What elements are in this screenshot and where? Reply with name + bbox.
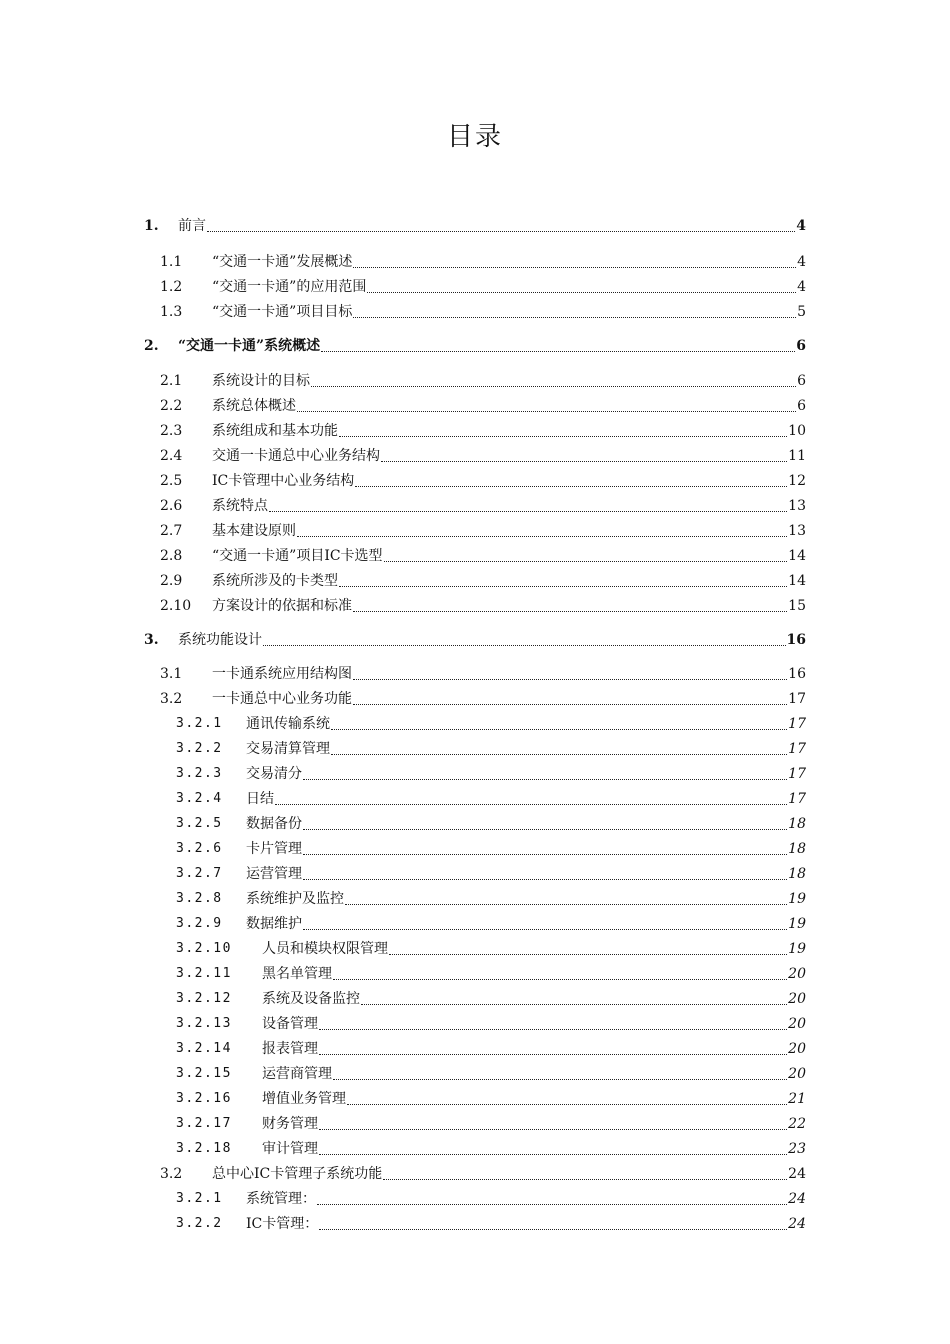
toc-entry-page: 19 (788, 941, 806, 957)
toc-entry-label: “交通一卡通”系统概述 (178, 338, 321, 354)
toc-entry-number: 2.3 (160, 423, 183, 439)
toc-entry-label: 基本建设原则 (212, 523, 296, 539)
dot-leader (384, 560, 788, 562)
dot-leader (353, 266, 796, 268)
toc-entry[interactable] (176, 836, 806, 858)
toc-entry-number: 3.2.6 (176, 841, 223, 856)
dot-leader (303, 928, 787, 930)
toc-entry-label: “交通一卡通”项目IC卡选型 (212, 548, 383, 564)
toc-entry[interactable] (160, 299, 806, 321)
toc-entry-page: 17 (788, 691, 806, 707)
toc-entry[interactable] (176, 711, 806, 733)
toc-entry-page: 19 (788, 891, 806, 907)
dot-leader (339, 435, 787, 437)
toc-entry[interactable] (176, 761, 806, 783)
toc-entry-label: 交易清算管理 (246, 741, 330, 757)
toc-entry[interactable] (160, 468, 806, 490)
toc-entry-label: “交通一卡通”发展概述 (212, 254, 353, 270)
toc-entry-label: 系统设计的目标 (212, 373, 310, 389)
toc-entry[interactable] (160, 443, 806, 465)
toc-entry-label: IC卡管理： (246, 1216, 319, 1232)
toc-entry-number: 3.2.17 (176, 1116, 232, 1131)
toc-entry-number: 3.2.7 (176, 866, 223, 881)
toc-entry[interactable] (160, 1161, 806, 1183)
toc-entry-page: 6 (797, 373, 806, 389)
toc-entry[interactable] (160, 661, 806, 683)
dot-leader (303, 853, 787, 855)
toc-entry-label: 系统特点 (212, 498, 268, 514)
dot-leader (347, 1103, 787, 1105)
toc-entry-page: 13 (788, 498, 806, 514)
toc-entry-label: 交通一卡通总中心业务结构 (212, 448, 380, 464)
toc-entry[interactable] (176, 911, 806, 933)
toc-entry-page: 21 (788, 1091, 806, 1107)
toc-entry-page: 4 (797, 279, 806, 295)
toc-entry-page: 4 (796, 218, 806, 234)
toc-entry-label: 数据备份 (246, 816, 302, 832)
toc-entry-page: 12 (788, 473, 806, 489)
toc-entry-label: 人员和模块权限管理 (262, 941, 388, 957)
toc-entry-number: 3.2.15 (176, 1066, 232, 1081)
dot-leader (353, 610, 787, 612)
toc-entry-label: 系统及设备监控 (262, 991, 360, 1007)
toc-entry[interactable] (160, 368, 806, 390)
toc-entry-page: 5 (797, 304, 806, 320)
dot-leader (319, 1228, 787, 1230)
toc-entry-number: 1.3 (160, 304, 183, 320)
toc-entry[interactable] (176, 1136, 806, 1158)
toc-entry[interactable] (176, 936, 806, 958)
toc-entry-page: 19 (788, 916, 806, 932)
dot-leader (319, 1053, 787, 1055)
dot-leader (345, 903, 787, 905)
toc-entry-number: 3.1 (160, 666, 183, 682)
toc-entry-label: 卡片管理 (246, 841, 302, 857)
dot-leader (333, 1078, 787, 1080)
toc-entry-page: 24 (788, 1216, 806, 1232)
toc-entry[interactable] (176, 811, 806, 833)
dot-leader (263, 644, 786, 646)
dot-leader (297, 535, 787, 537)
toc-entry-label: “交通一卡通”的应用范围 (212, 279, 367, 295)
toc-entry-label: 方案设计的依据和标准 (212, 598, 352, 614)
toc-entry-number: 3.2.8 (176, 891, 223, 906)
toc-entry-number: 3. (144, 632, 159, 648)
dot-leader (275, 803, 787, 805)
toc-entry[interactable] (176, 1036, 806, 1058)
toc-entry-label: 系统组成和基本功能 (212, 423, 338, 439)
toc-entry[interactable] (160, 686, 806, 708)
toc-entry-label: 系统总体概述 (212, 398, 296, 414)
dot-leader (339, 585, 787, 587)
toc-entry-page: 6 (796, 338, 806, 354)
toc-entry[interactable] (176, 786, 806, 808)
toc-entry-label: 报表管理 (262, 1041, 318, 1057)
toc-entry-label: 前言 (178, 218, 206, 234)
toc-entry-label: 系统功能设计 (178, 632, 262, 648)
dot-leader (297, 410, 796, 412)
toc-entry-number: 3.2.14 (176, 1041, 232, 1056)
toc-entry-page: 15 (788, 598, 806, 614)
toc-entry[interactable] (176, 1061, 806, 1083)
toc-entry-label: 黑名单管理 (262, 966, 332, 982)
toc-entry-label: IC卡管理中心业务结构 (212, 473, 355, 489)
dot-leader (303, 778, 787, 780)
toc-entry-label: 系统维护及监控 (246, 891, 344, 907)
dot-leader (353, 678, 787, 680)
toc-entry[interactable] (176, 861, 806, 883)
toc-entry-page: 20 (788, 966, 806, 982)
toc-entry-page: 16 (786, 632, 806, 648)
dot-leader (361, 1003, 787, 1005)
toc-entry-number: 3.2.5 (176, 816, 223, 831)
toc-entry-page: 22 (788, 1116, 806, 1132)
toc-entry-number: 3.2.13 (176, 1016, 232, 1031)
toc-entry-number: 2.6 (160, 498, 183, 514)
dot-leader (355, 485, 787, 487)
toc-entry-page: 11 (788, 448, 806, 464)
toc-entry-label: 系统所涉及的卡类型 (212, 573, 338, 589)
toc-entry[interactable] (176, 961, 806, 983)
toc-entry-number: 2.1 (160, 373, 183, 389)
toc-entry-label: 数据维护 (246, 916, 302, 932)
toc-entry[interactable] (160, 593, 806, 615)
toc-entry-page: 14 (788, 548, 806, 564)
toc-entry-number: 2.10 (160, 598, 192, 614)
dot-leader (383, 1178, 787, 1180)
toc-entry[interactable] (144, 333, 806, 355)
toc-entry-label: 运营商管理 (262, 1066, 332, 1082)
toc-entry[interactable] (160, 393, 806, 415)
toc-entry[interactable] (160, 418, 806, 440)
toc-entry-page: 24 (788, 1166, 806, 1182)
toc-entry-number: 2.5 (160, 473, 183, 489)
toc-entry[interactable] (176, 1211, 806, 1233)
toc-entry-label: 通讯传输系统 (246, 716, 330, 732)
toc-entry-label: 系统管理： (246, 1191, 316, 1207)
toc-entry-number: 3.2.2 (176, 741, 223, 756)
toc-entry-number: 3.2.2 (176, 1216, 223, 1231)
toc-entry[interactable] (160, 274, 806, 296)
toc-entry-page: 13 (788, 523, 806, 539)
toc-entry[interactable] (144, 213, 806, 235)
toc-entry-page: 10 (788, 423, 806, 439)
toc-entry-page: 18 (788, 816, 806, 832)
dot-leader (303, 878, 787, 880)
toc-entry-page: 20 (788, 1066, 806, 1082)
toc-entry-number: 2.4 (160, 448, 183, 464)
toc-entry[interactable] (176, 886, 806, 908)
toc-entry-number: 2.8 (160, 548, 183, 564)
toc-entry-number: 3.2 (160, 691, 183, 707)
toc-entry-label: 增值业务管理 (262, 1091, 346, 1107)
toc-entry-number: 1.1 (160, 254, 183, 270)
toc-entry-label: 财务管理 (262, 1116, 318, 1132)
dot-leader (353, 316, 796, 318)
toc-entry[interactable] (176, 1111, 806, 1133)
toc-entry[interactable] (176, 1011, 806, 1033)
toc-entry-number: 3.2.1 (176, 1191, 223, 1206)
toc-entry-number: 2.7 (160, 523, 183, 539)
dot-leader (303, 828, 787, 830)
toc-entry[interactable] (144, 627, 806, 649)
toc-entry-label: 一卡通系统应用结构图 (212, 666, 352, 682)
toc-entry-number: 3.2.3 (176, 766, 223, 781)
dot-leader (207, 230, 795, 232)
toc-entry-page: 18 (788, 866, 806, 882)
toc-entry-page: 14 (788, 573, 806, 589)
toc-entry-number: 2. (144, 338, 159, 354)
dot-leader (319, 1028, 787, 1030)
toc-entry[interactable] (160, 568, 806, 590)
dot-leader (367, 291, 796, 293)
toc-entry[interactable] (160, 518, 806, 540)
toc-entry[interactable] (176, 1086, 806, 1108)
toc-entry-label: 交易清分 (246, 766, 302, 782)
toc-entry[interactable] (160, 249, 806, 271)
toc-entry-page: 4 (797, 254, 806, 270)
toc-entry-number: 3.2 (160, 1166, 183, 1182)
toc-entry-label: 一卡通总中心业务功能 (212, 691, 352, 707)
toc-entry[interactable] (160, 543, 806, 565)
toc-entry-number: 1.2 (160, 279, 183, 295)
dot-leader (269, 510, 787, 512)
toc-entry-number: 3.2.12 (176, 991, 232, 1006)
toc-entry-page: 17 (788, 741, 806, 757)
toc-entry-page: 20 (788, 1041, 806, 1057)
dot-leader (353, 703, 787, 705)
toc-entry-page: 18 (788, 841, 806, 857)
toc-entry-number: 3.2.18 (176, 1141, 232, 1156)
toc-entry-page: 16 (788, 666, 806, 682)
toc-entry-page: 20 (788, 991, 806, 1007)
dot-leader (319, 1153, 787, 1155)
toc-entry-number: 3.2.1 (176, 716, 223, 731)
dot-leader (331, 728, 787, 730)
toc-entry-number: 2.2 (160, 398, 183, 414)
toc-entry-number: 3.2.16 (176, 1091, 232, 1106)
toc-entry-number: 3.2.11 (176, 966, 232, 981)
toc-entry[interactable] (176, 986, 806, 1008)
toc-entry-label: 运营管理 (246, 866, 302, 882)
toc-entry-page: 17 (788, 716, 806, 732)
toc-entry[interactable] (176, 736, 806, 758)
dot-leader (331, 753, 787, 755)
toc-entry-number: 1. (144, 218, 159, 234)
toc-entry-label: 设备管理 (262, 1016, 318, 1032)
toc-entry-page: 17 (788, 791, 806, 807)
dot-leader (317, 1203, 787, 1205)
toc-entry-label: 审计管理 (262, 1141, 318, 1157)
toc-entry-page: 20 (788, 1016, 806, 1032)
toc-entry-number: 3.2.4 (176, 791, 223, 806)
toc-entry-label: “交通一卡通”项目目标 (212, 304, 353, 320)
toc-entry-number: 2.9 (160, 573, 183, 589)
toc-entry[interactable] (160, 493, 806, 515)
toc-entry-number: 3.2.9 (176, 916, 223, 931)
dot-leader (389, 953, 787, 955)
toc-entry[interactable] (176, 1186, 806, 1208)
dot-leader (319, 1128, 787, 1130)
toc-entry-label: 总中心IC卡管理子系统功能 (212, 1166, 383, 1182)
page-title: 目录 (446, 122, 503, 152)
dot-leader (333, 978, 787, 980)
toc-entry-label: 日结 (246, 791, 274, 807)
toc-entry-page: 23 (788, 1141, 806, 1157)
dot-leader (321, 350, 795, 352)
toc-entry-page: 17 (788, 766, 806, 782)
dot-leader (381, 460, 787, 462)
toc-entry-page: 6 (797, 398, 806, 414)
dot-leader (311, 385, 796, 387)
toc-entry-page: 24 (788, 1191, 806, 1207)
toc-entry-number: 3.2.10 (176, 941, 232, 956)
